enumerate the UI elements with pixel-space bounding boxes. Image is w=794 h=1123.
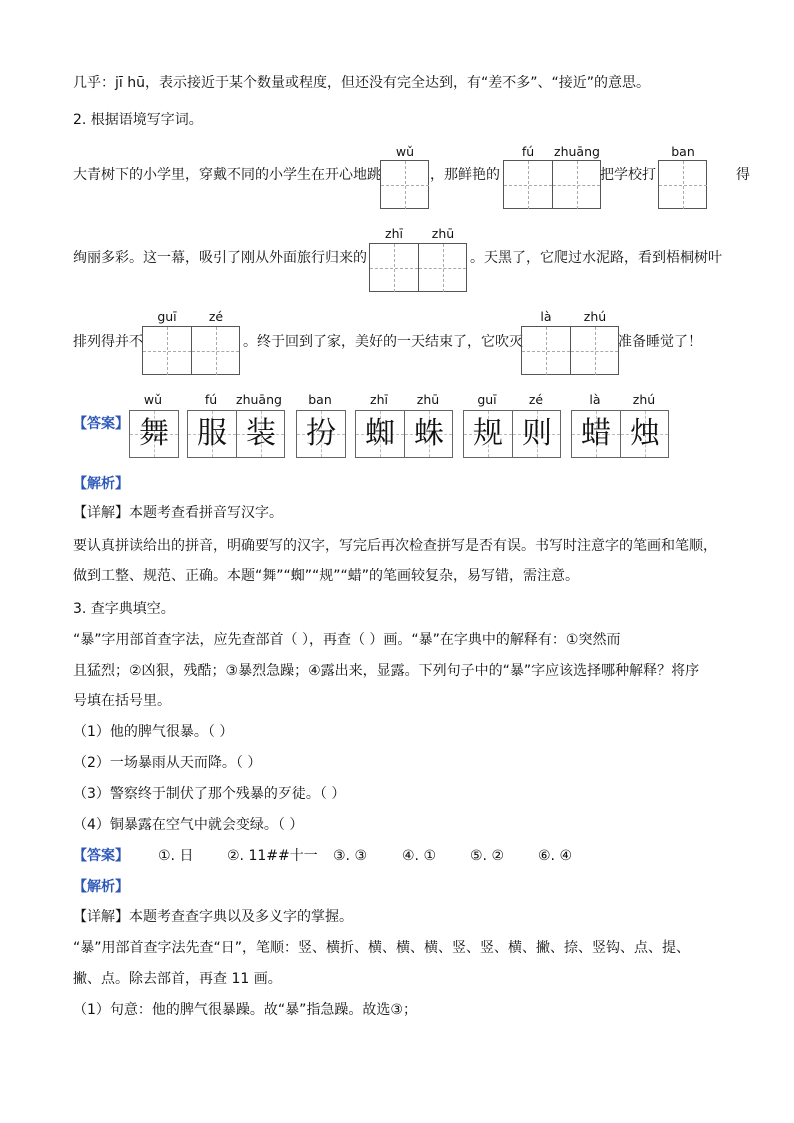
answer-char: 烛 [630,416,660,451]
q3-answer-5: ⑤. ② [470,848,505,864]
q3-analysis-para-1: “暴”用部首查字法先查“日”，笔顺：竖、横折、横、横、横、竖、竖、横、撇、捺、竖钩、点、提、 [73,940,691,956]
q2-text-5: 绚丽多彩。这一幕，吸引了刚从外面旅行归来的 [73,250,367,266]
answer-pinyin-zhuang: zhuāng [236,392,282,407]
q3-answer-1: ①. 日 [158,848,194,864]
answer-pinyin-zhu-2: zhú [632,392,656,407]
q3-answer-label: 【答案】 [73,848,129,864]
detail-line [73,503,283,523]
answer-char: 服 [197,416,227,451]
q2-text-8: 。终于回到了家，美好的一天结束了，它吹灭 [243,334,523,350]
answer-pinyin-fu: fú [204,392,218,407]
blank-box-ban[interactable] [658,160,707,209]
pinyin-zhu-2: zhú [583,309,607,324]
answer-pinyin-gui: guī [477,392,497,407]
analysis-label: 【解析】 [73,476,129,492]
q3-title: 3. 查字典填空。 [73,601,175,617]
q3-analysis-label: 【解析】 [73,879,129,895]
q3-item-2: （2）一场暴雨从天而降。（ ） [73,755,262,771]
answer-pinyin-zhu: zhū [416,392,440,407]
pinyin-fu: fú [521,144,535,159]
pinyin-la: là [540,309,552,324]
pinyin-gui: guī [157,309,177,324]
answer-char: 规 [473,416,503,451]
pinyin-ze: zé [208,309,224,324]
answer-label: 【答案】 [73,416,129,432]
q2-title: 2. 根据语境写字词。 [73,112,203,128]
q3-detail-line [73,907,353,927]
blank-box-wu[interactable] [380,160,429,209]
q3-analysis-para-3: （1）句意：他的脾气很暴躁。故“暴”指急躁。故选③； [73,1002,417,1018]
q3-answer-4: ④. ① [402,848,437,864]
answer-char: 则 [522,416,552,451]
answer-box-fuzhuang [187,410,285,458]
q3-answer-6: ⑥. ④ [538,848,573,864]
blank-box-fuzhuang[interactable] [503,160,601,209]
answer-box-wu [129,410,179,458]
q2-text-9: 准备睡觉了！ [618,334,702,350]
pinyin-zhuang: zhuāng [554,144,600,159]
q2-text-1: 大青树下的小学里，穿戴不同的小学生在开心地跳 [73,167,381,183]
q2-text-7: 排列得并不 [73,334,143,350]
answer-char: 蛛 [414,416,444,451]
blank-box-guize[interactable] [142,326,240,375]
answer-box-zhizhu [355,410,453,458]
pinyin-zhu: zhū [431,226,455,241]
blank-box-lazhu[interactable] [521,326,619,375]
q2-text-3: 把学校打 [600,167,656,183]
detail-label: 【详解】 [73,505,129,521]
intro-definition-line: 几乎：jī hū，表示接近于某个数量或程度，但还没有完全达到，有“差不多”、“接近”的意思。 [73,75,650,91]
q3-item-1: （1）他的脾气很暴。（ ） [73,724,234,740]
answer-char: 蜡 [581,416,611,451]
q3-intro-1: “暴”字用部首查字法，应先查部首（ ），再查（ ）画。“暴”在字典中的解释有：①突然而 [73,632,621,648]
q3-detail-label: 【详解】 [73,909,129,925]
q3-item-3: （3）警察终于制伏了那个残暴的歹徒。（ ） [73,786,346,802]
blank-box-zhizhu[interactable] [369,243,467,292]
q2-analysis-para-2: 做到工整、规范、正确。本题“舞”“蜘”“规”“蜡”的笔画较复杂，易写错，需注意。 [73,568,580,584]
q3-intro-3: 号填在括号里。 [73,693,171,709]
answer-pinyin-wu: wǔ [143,392,163,407]
answer-pinyin-ban: ban [308,392,332,407]
q2-text-2: ，那鲜艳的 [430,167,500,183]
pinyin-ban: ban [671,144,695,159]
answer-char: 舞 [139,416,169,451]
q3-item-4: （4）铜暴露在空气中就会变绿。（ ） [73,817,304,833]
answer-box-lazhu [571,410,669,458]
q3-detail-text: 本题考查查字典以及多义字的掌握。 [129,909,353,925]
q2-analysis-para-1: 要认真拼读给出的拼音，明确要写的汉字，写完后再次检查拼写是否有误。书写时注意字的笔画和笔顺， [73,538,717,554]
q3-answer-2: ②. 11##十一 [227,848,318,864]
q3-analysis-para-2: 撇、点。除去部首，再查 11 画。 [73,971,282,987]
answer-char: 扮 [306,416,336,451]
answer-pinyin-ze: zé [528,392,544,407]
pinyin-wu: wǔ [395,144,415,159]
answer-box-ban [296,410,346,458]
answer-char: 装 [246,416,276,451]
detail-text: 本题考查看拼音写汉字。 [129,505,283,521]
q2-text-6: 。天黑了，它爬过水泥路，看到梧桐树叶 [470,250,722,266]
q3-intro-2: 且猛烈；②凶狠，残酷；③暴烈急躁；④露出来，显露。下列句子中的“暴”字应该选择哪种解释？将序 [73,663,700,679]
q3-answer-3: ③. ③ [333,848,368,864]
answer-pinyin-la: là [589,392,601,407]
answer-char: 蜘 [365,416,395,451]
q2-text-4: 得 [736,167,750,183]
answer-pinyin-zhi: zhī [370,392,388,407]
pinyin-zhi: zhī [385,226,403,241]
answer-box-guize [463,410,561,458]
